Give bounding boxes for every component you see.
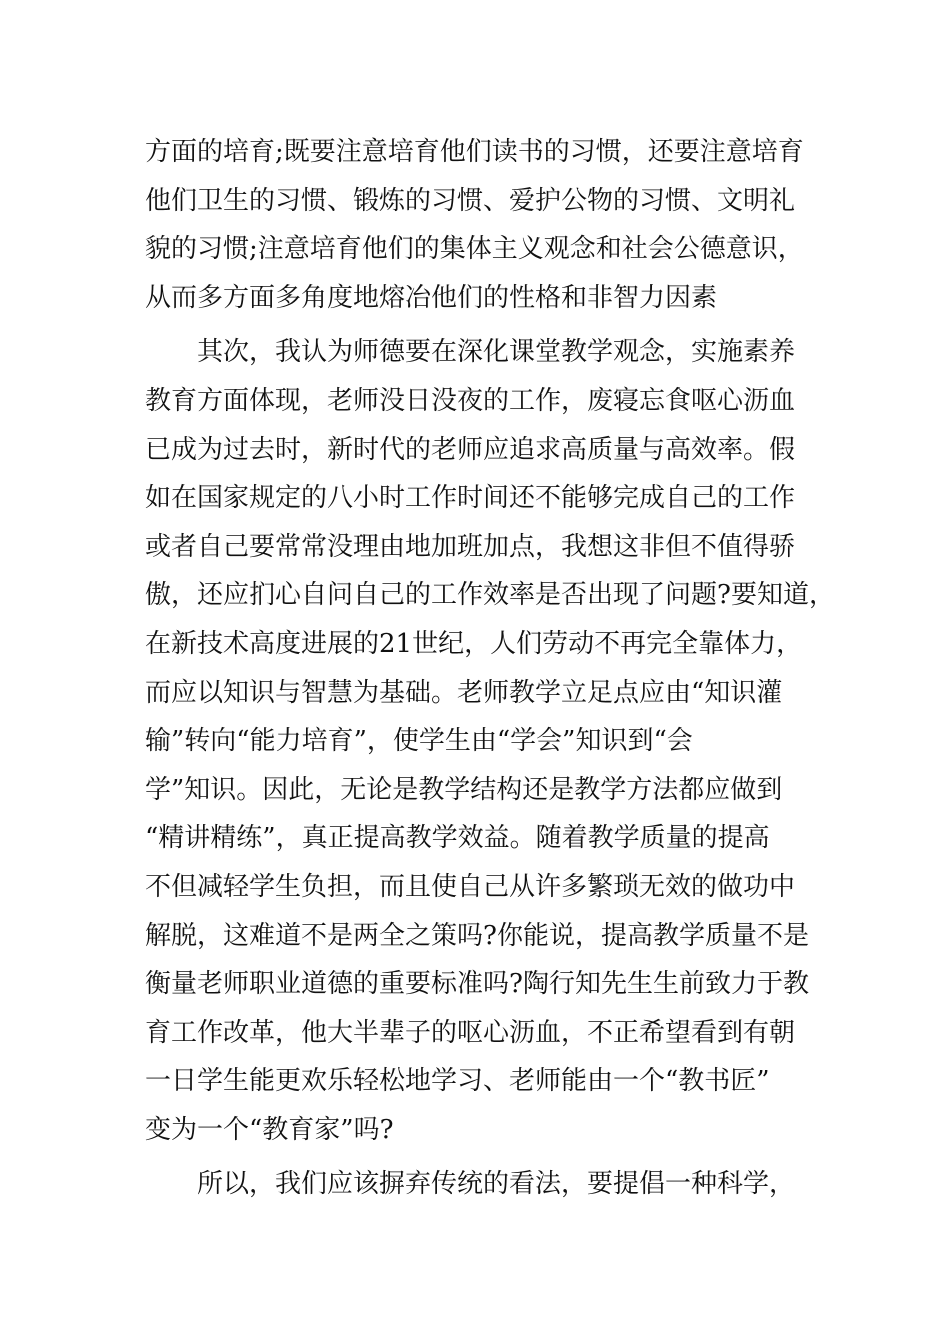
text-line: 从而多方面多角度地熔冶他们的性格和非智力因素: [145, 282, 718, 313]
paragraph-3: [145, 1160, 815, 1209]
text-line: 其次，我认为师德要在深化课堂教学观念，实施素养: [197, 337, 796, 368]
text-line: “精讲精练”，真正提高教学效益。随着教学质量的提高: [145, 823, 770, 854]
text-line: 不但减轻学生负担，而且使自己从许多繁琐无效的做功中: [145, 871, 796, 902]
text-line: 在新技术高度进展的21世纪，人们劳动不再完全靠体力，: [145, 628, 803, 659]
text-line: 他们卫生的习惯、锻炼的习惯、爱护公物的习惯、文明礼: [145, 185, 796, 216]
body-text: [145, 128, 835, 1215]
text-line: 学”知识。因此，无论是教学结构还是教学方法都应做到: [145, 774, 783, 805]
text-line: 已成为过去时，新时代的老师应追求高质量与高效率。假: [145, 434, 796, 465]
text-line: 或者自己要常常没理由地加班加点，我想这非但不值得骄: [145, 531, 796, 562]
paragraph-2: [145, 328, 835, 1154]
text-line: 方面的培育;既要注意培育他们读书的习惯，还要注意培育: [145, 137, 804, 167]
text-line: 变为一个“教育家”吗?: [145, 1114, 394, 1145]
text-line: 教育方面体现，老师没日没夜的工作，废寝忘食呕心沥血: [145, 385, 796, 416]
text-line: 输”转向“能力培育”，使学生由“学会”知识到“会: [145, 726, 693, 757]
text-line: 而应以知识与智慧为基础。老师教学立足点应由“知识灌: [145, 677, 783, 708]
text-line: 貌的习惯;注意培育他们的集体主义观念和社会公德意识，: [145, 234, 804, 265]
text-line: 傲，还应扪心自问自己的工作效率是否出现了问题?要知道，: [145, 580, 835, 611]
paragraph-1: [145, 128, 815, 322]
text-line: 一日学生能更欢乐轻松地学习、老师能由一个“教书匠”: [145, 1066, 770, 1097]
text-line: 衡量老师职业道德的重要标准吗?陶行知先生生前致力于教: [145, 969, 809, 1000]
text-line: 育工作改革，他大半辈子的呕心沥血，不正希望看到有朝: [145, 1017, 796, 1048]
text-line: 如在国家规定的八小时工作时间还不能够完成自己的工作: [145, 483, 796, 514]
text-line: 所以，我们应该摒弃传统的看法，要提倡一种科学，: [197, 1169, 796, 1200]
text-line: 解脱，这难道不是两全之策吗?你能说，提高教学质量不是: [145, 920, 809, 951]
